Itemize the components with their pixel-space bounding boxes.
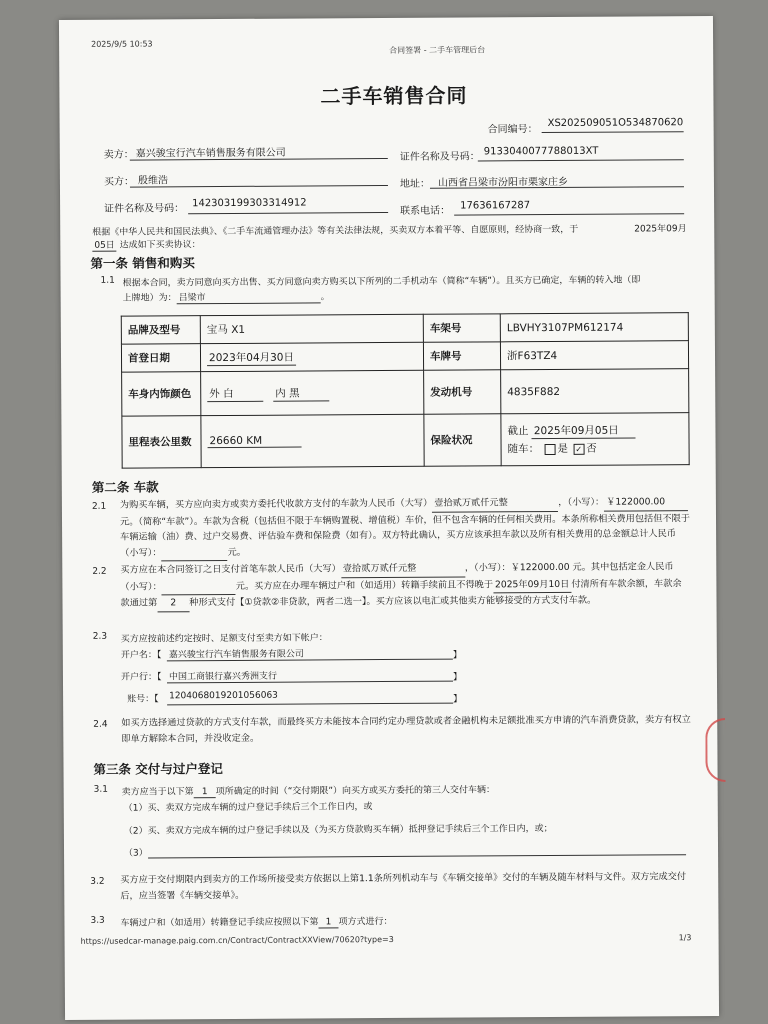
- buyer-phone-label: 联系电话：: [400, 205, 451, 217]
- delivery-option-1: （1）买、卖双方完成车辆的过户登记手续后三个工作日内，或: [123, 802, 373, 814]
- clause-3-2-number: 3.2: [90, 876, 105, 887]
- article-1-heading: 第一条 销售和购买: [90, 255, 195, 271]
- account-number-close: 】: [453, 694, 463, 705]
- first-reg-label: 首登日期: [121, 344, 200, 372]
- print-page-title: 合同签署 - 二手车管理后台: [389, 45, 486, 55]
- delivery-option-2: （2）买、卖双方完成车辆的过户登记手续以及（为买方贷款购买车辆）抵押登记手续后三个工作日内，或；: [123, 824, 553, 837]
- insurance-yes-label: 是: [557, 442, 568, 455]
- bank-label: 开户行：【: [120, 672, 162, 683]
- clause-1-1-end: 。: [320, 292, 330, 303]
- print-datetime: 2025/9/5 10:53: [91, 39, 153, 49]
- brand-label: 品牌及型号: [121, 316, 200, 344]
- preamble-line1: 根据《中华人民共和国民法典》、《二手车流通管理办法》等有关法律法规，买卖双方本着平等、自愿原则，经协商一致，于: [92, 224, 579, 238]
- article-2-heading: 第二条 车款: [91, 479, 159, 495]
- seal-stamp-edge: [705, 718, 725, 782]
- clause-2-2-a: 买方应在本合同签订之日支付首笔车款人民币（大写）: [120, 563, 341, 576]
- print-url: https://usedcar-manage.paig.com.cn/Contract/ContractXXView/70620?type=3: [80, 934, 394, 946]
- buyer-label: 买方：: [103, 176, 134, 188]
- clause-1-1-text: 根据本合同，卖方同意向买方出售、买方同意向卖方购买以下所列的二手机动车（简称“车辆”）。且买方已确定，车辆的转入地（即: [122, 275, 641, 289]
- clause-2-1-a: 为购买车辆，买方应向卖方或卖方委托代收款方支付的车款为人民币（大写）: [119, 497, 433, 511]
- insurance-yes-checkbox[interactable]: [544, 443, 555, 454]
- seller-name: 嘉兴骏宝行汽车销售服务有限公司: [135, 147, 286, 160]
- clause-2-1-text: [120, 494, 690, 561]
- vin-value: LBVHY3107PM612174: [500, 313, 688, 342]
- deposit-blank: [162, 578, 236, 595]
- balance-due-date: 2025年09月10日: [493, 576, 571, 593]
- clause-2-2-b: ，（小写）：￥122000.00 元。其中包括定金人民币（小写）：: [120, 561, 674, 593]
- delivery-option-3: （3）: [124, 848, 148, 859]
- buyer-address-label: 地址：: [399, 178, 430, 190]
- account-number-label: 账号：【: [127, 694, 159, 705]
- clause-2-4-text: 如买方选择通过贷款的方式支付车款，而最终买方未能按本合同约定办理贷款或者金融机构未足额批准买方申请的汽车消费贷款，卖方有权立即单方解除本合同，并没收定金。: [121, 714, 691, 745]
- clause-2-1-number: 2.1: [91, 501, 107, 512]
- account-name: 嘉兴骏宝行汽车销售服务有限公司: [168, 649, 304, 661]
- plate-value: 浙F63TZ4: [500, 341, 688, 370]
- vin-label: 车架号: [423, 314, 500, 342]
- article-3-heading: 第三条 交付与过户登记: [93, 761, 223, 777]
- mileage-label: 里程表公里数: [122, 416, 201, 468]
- insurance-label: 保险状况: [424, 414, 501, 466]
- bank-close: 】: [452, 672, 463, 683]
- clause-3-3-a: 车辆过户和（如适用）转籍登记手续应按照以下第: [120, 917, 319, 929]
- buyer-id: 142303199303314912: [192, 197, 307, 210]
- transfer-place: 吕梁市: [177, 289, 321, 304]
- clause-2-3-text: 买方应按前述约定按时、足额支付至卖方如下帐户：: [120, 633, 328, 645]
- bank-name: 中国工商银行嘉兴秀洲支行: [168, 671, 278, 683]
- buyer-address: 山西省吕梁市汾阳市栗家庄乡: [437, 176, 568, 189]
- clause-2-1-b: ，（小写）：: [558, 496, 605, 508]
- brand-value: 宝马 X1: [200, 314, 423, 343]
- clause-3-2-text: 买方应于交付期限内到卖方的工作场所接受卖方依据以上第1.1条所列机动车与《车辆交接单》交付的车辆及随车材料与文件。双方完成交付后，应当签署《车辆交接单》。: [120, 871, 687, 902]
- clause-2-2-text: [120, 559, 690, 612]
- buyer-name: 殷维浩: [137, 175, 168, 187]
- delivery-option-choice: 1: [194, 787, 216, 798]
- clause-2-1-d: 元。: [227, 546, 246, 558]
- contract-sheet: [59, 16, 719, 1020]
- insurance-no-checkbox[interactable]: ✓: [573, 443, 584, 454]
- price-upper: 壹拾贰万贰仟元整: [432, 495, 558, 512]
- interior-color: 内 黑: [273, 385, 329, 401]
- contract-number-label: 合同编号：: [487, 124, 538, 136]
- mileage-value: 26660 KM: [207, 435, 301, 449]
- preamble-date-1: 2025年09月: [634, 224, 687, 235]
- clause-3-1-b: 项所确定的时间（“交付期限”）向买方或买方委托的第三人交付车辆：: [215, 785, 496, 798]
- clause-3-3-b: 项方式进行：: [338, 916, 393, 928]
- clause-2-3-number: 2.3: [92, 631, 108, 642]
- engine-value: 4835F882: [501, 369, 689, 414]
- payment-method-choice: 2: [157, 595, 189, 612]
- transfer-option-choice: 1: [318, 917, 338, 928]
- first-reg-value: 2023年04月30日: [207, 349, 296, 366]
- seller-id: 9133040077788013XT: [483, 145, 599, 158]
- clause-2-2-d: 付清所有车款余额，车款余款通过第: [120, 577, 682, 609]
- clause-1-1-text-2: 上牌地）为：: [122, 293, 177, 304]
- total-amount-blank: [162, 544, 228, 561]
- clause-3-3-number: 3.3: [90, 915, 105, 926]
- clause-1-1-number: 1.1: [100, 275, 115, 286]
- first-payment-upper: 壹拾贰万贰仟元整: [341, 561, 465, 578]
- account-name-close: 】: [452, 650, 462, 661]
- insurance-until-label: 截止: [507, 425, 529, 438]
- engine-label: 发动机号: [424, 370, 501, 414]
- clause-2-2-number: 2.2: [92, 566, 107, 577]
- clause-2-2-e: 种形式支付【①贷款②非贷款，两者二选一】。买方应该以电汇或其他卖方能够接受的方式支付车款。: [189, 594, 597, 609]
- exterior-color: 外 白: [207, 385, 263, 401]
- color-label: 车身内饰颜色: [122, 372, 201, 416]
- clause-3-1-a: 卖方应当于以下第: [121, 787, 194, 798]
- seller-id-label: 证件名称及号码：: [399, 151, 480, 163]
- price-amount: ￥122000.00: [604, 494, 688, 511]
- clause-2-2-c: 元。买方应在办理车辆过户和（如适用）转籍手续前且不得晚于: [235, 578, 494, 592]
- buyer-id-label: 证件名称及号码：: [104, 203, 185, 215]
- document-title: 二手车销售合同: [320, 83, 468, 109]
- insurance-follow-label: 随车：: [507, 443, 540, 456]
- account-number: 1204068019201056063: [169, 690, 278, 702]
- vehicle-info-table: [121, 312, 690, 468]
- insurance-no-label: 否: [586, 442, 597, 455]
- contract-number: XS202509051O534870620: [547, 117, 684, 130]
- preamble-date-2: 05日: [92, 238, 117, 252]
- plate-label: 车牌号: [423, 342, 500, 370]
- insurance-date: 2025年09月05日: [532, 422, 636, 439]
- buyer-phone: 17636167287: [460, 200, 531, 212]
- seller-label: 卖方：: [103, 149, 134, 161]
- preamble-line2: 达成如下买卖协议：: [119, 240, 201, 251]
- account-name-label: 开户名：【: [120, 650, 162, 661]
- clause-3-1-number: 3.1: [93, 784, 109, 795]
- clause-2-1-c: 元。（简称“车款”）。车款为含税（包括但不限于车辆购置税、增值税）车价，但不包含车辆的任何相关费用。本条所称相关费用包括但不限于车辆运输（油）费、过户交易费、评估验车费和保险费（如有）。双方特此确认，买方应该承担车款以及所有相关费用的总金额总计人民币（小写）：: [119, 512, 690, 559]
- clause-2-4-number: 2.4: [93, 719, 108, 730]
- print-page-number: 1/3: [678, 933, 692, 943]
